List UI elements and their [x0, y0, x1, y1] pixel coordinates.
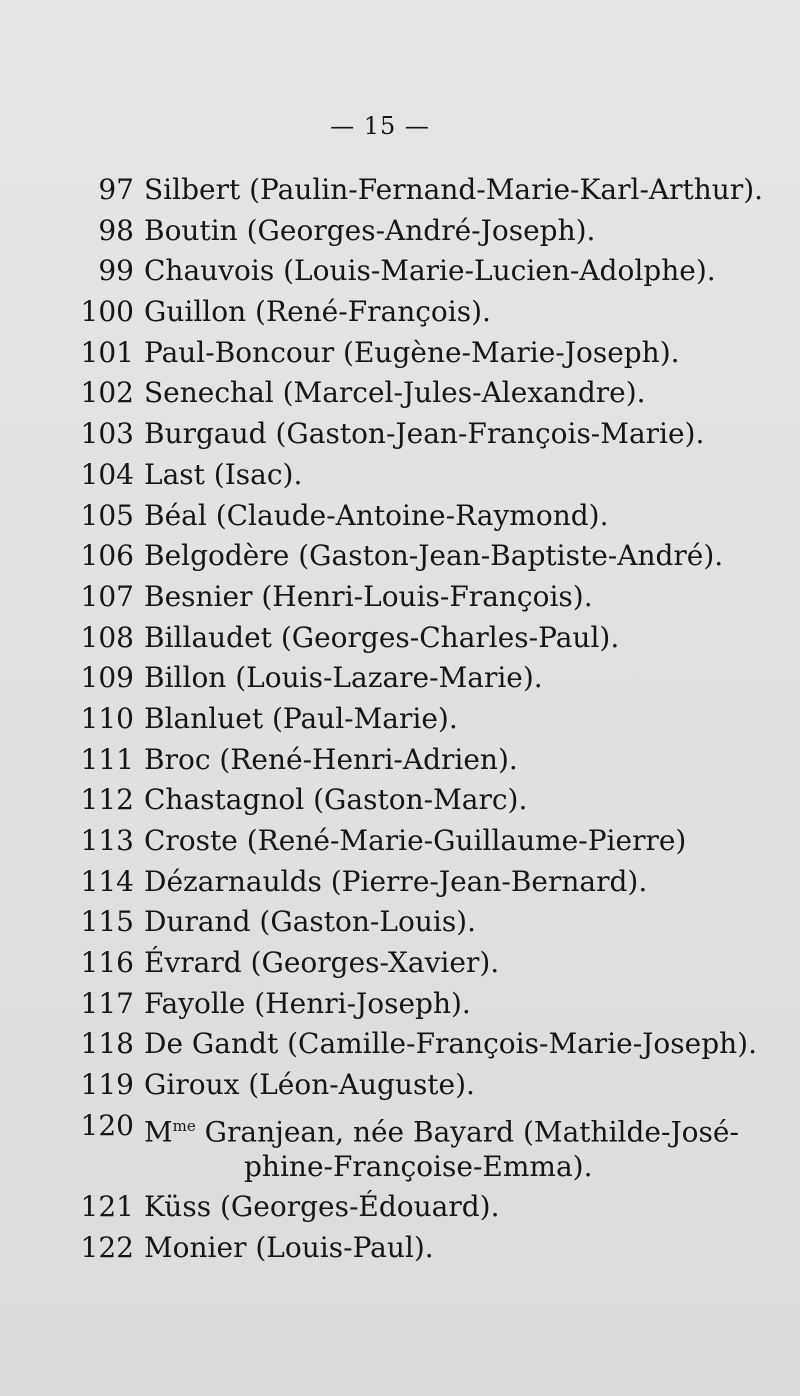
- list-item: [74, 984, 774, 1025]
- list-item: [74, 1187, 774, 1228]
- entry-number: 122: [80, 1230, 134, 1264]
- list-item: [74, 1065, 774, 1106]
- entry-name: Senechal (Marcel-Jules-Alexandre).: [144, 376, 646, 410]
- list-item: [74, 211, 774, 252]
- list-item: [74, 1024, 774, 1065]
- list-item: [74, 536, 774, 577]
- entry-number: 110: [80, 701, 134, 735]
- list-item: [74, 618, 774, 659]
- entry-number: 99: [98, 254, 134, 288]
- list-item: [74, 333, 774, 374]
- entry-name: Broc (René-Henri-Adrien).: [144, 742, 518, 776]
- entry-name-rest: Granjean, née Bayard (Mathilde-José-: [195, 1115, 739, 1149]
- entry-number: 107: [80, 579, 134, 613]
- entry-name: Chauvois (Louis-Marie-Lucien-Adolphe).: [144, 254, 716, 288]
- entry-name: Blanluet (Paul-Marie).: [144, 701, 458, 735]
- list-item: [74, 1228, 774, 1269]
- entry-name: Boutin (Georges-André-Joseph).: [144, 213, 596, 247]
- entry-number: 104: [80, 457, 134, 491]
- entry-name: Belgodère (Gaston-Jean-Baptiste-André).: [144, 539, 724, 573]
- entry-number: 113: [80, 824, 134, 857]
- entry-name: Dézarnaulds (Pierre-Jean-Bernard).: [144, 864, 648, 898]
- entry-number: 111: [80, 742, 134, 776]
- entry-name: Last (Isac).: [144, 457, 303, 491]
- entry-number: 100: [80, 295, 134, 329]
- list-item: [74, 373, 774, 414]
- entry-name: Guillon (René-François).: [144, 295, 491, 329]
- entry-name: De Gandt (Camille-François-Marie-Joseph).: [144, 1027, 757, 1061]
- entry-name: Silbert (Paulin-Fernand-Marie-Karl-Arthur).: [144, 173, 764, 206]
- entry-name: Billaudet (Georges-Charles-Paul).: [144, 620, 620, 654]
- entry-number: 102: [80, 376, 134, 410]
- list-item: [74, 414, 774, 455]
- entry-name-continuation: phine-Françoise-Emma).: [244, 1149, 593, 1183]
- entry-number: 118: [80, 1027, 134, 1061]
- entry-number: 119: [80, 1068, 134, 1102]
- entry-name: Chastagnol (Gaston-Marc).: [144, 783, 528, 817]
- entry-number: 115: [80, 905, 134, 939]
- entry-name: Croste (René-Marie-Guillaume-Pierre): [144, 824, 687, 857]
- list-item: [74, 699, 774, 740]
- entry-name: Monier (Louis-Paul).: [144, 1230, 434, 1264]
- list-item: [74, 780, 774, 821]
- page-number: — 15 —: [330, 112, 430, 140]
- name-list: [74, 170, 774, 1269]
- entry-name: Küss (Georges-Édouard).: [144, 1190, 500, 1224]
- entry-number: 112: [80, 783, 134, 817]
- entry-name: Durand (Gaston-Louis).: [144, 905, 477, 939]
- list-item: [74, 862, 774, 903]
- entry-number: 108: [80, 620, 134, 654]
- entry-number: 120: [80, 1108, 134, 1142]
- entry-name: Évrard (Georges-Xavier).: [144, 946, 500, 980]
- entry-name: [144, 1106, 774, 1147]
- list-item: [74, 292, 774, 333]
- list-item: [74, 740, 774, 781]
- entry-number: 103: [80, 417, 134, 451]
- list-item: [74, 577, 774, 618]
- list-item: [74, 251, 774, 292]
- entry-number: 98: [98, 213, 134, 247]
- entry-number: 97: [98, 173, 134, 206]
- entry-name: Burgaud (Gaston-Jean-François-Marie).: [144, 417, 705, 451]
- entry-name: Billon (Louis-Lazare-Marie).: [144, 661, 543, 695]
- entry-name: Fayolle (Henri-Joseph).: [144, 986, 471, 1020]
- entry-number: 106: [80, 539, 134, 573]
- entry-name: Giroux (Léon-Auguste).: [144, 1068, 475, 1102]
- list-item: [74, 1106, 774, 1147]
- list-item: [74, 943, 774, 984]
- entry-number: 105: [80, 498, 134, 532]
- list-item: [74, 821, 774, 862]
- entry-name: Béal (Claude-Antoine-Raymond).: [144, 498, 609, 532]
- title-superscript: me: [172, 1116, 196, 1135]
- entry-name: Paul-Boncour (Eugène-Marie-Joseph).: [144, 335, 680, 369]
- entry-number: 116: [80, 946, 134, 980]
- list-item-continuation: [74, 1147, 774, 1188]
- list-item: [74, 902, 774, 943]
- entry-number: 121: [80, 1190, 134, 1224]
- entry-number: 109: [80, 661, 134, 695]
- entry-number: 117: [80, 986, 134, 1020]
- list-item: [74, 658, 774, 699]
- entry-number: 101: [80, 335, 134, 369]
- title-prefix: M: [144, 1115, 173, 1149]
- entry-name: Besnier (Henri-Louis-François).: [144, 579, 593, 613]
- list-item: [74, 170, 774, 211]
- list-item: [74, 455, 774, 496]
- list-item: [74, 496, 774, 537]
- entry-number: 114: [80, 864, 134, 898]
